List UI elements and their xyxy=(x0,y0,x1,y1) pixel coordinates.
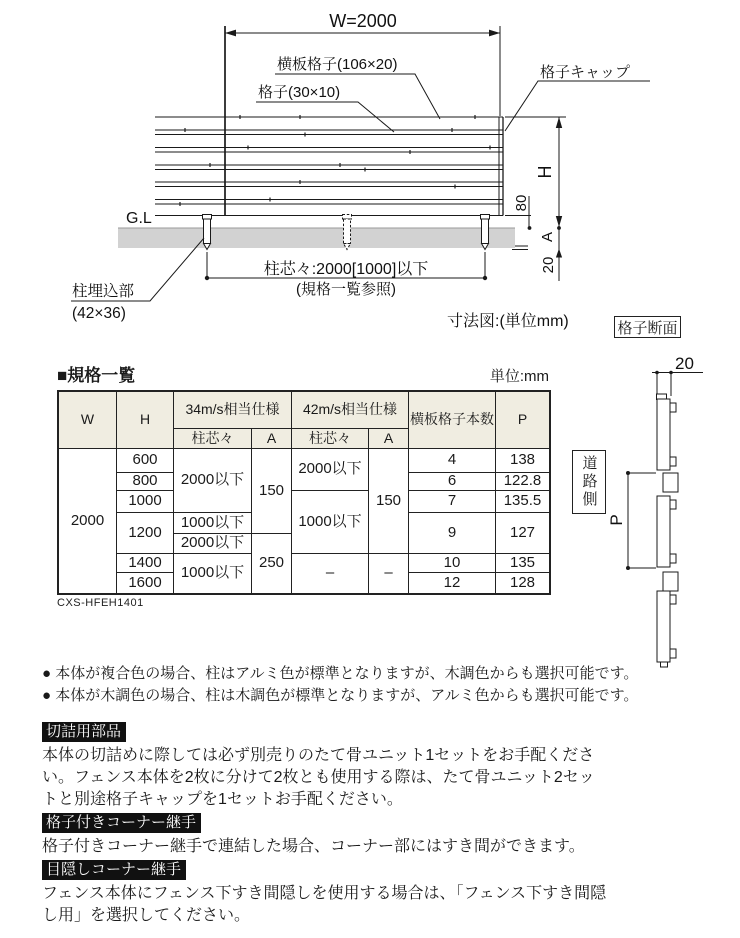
notes-area xyxy=(42,663,734,927)
cell-pitch34-1: 1000以下 xyxy=(174,513,252,534)
road-side-box xyxy=(572,450,606,514)
cell-count-10: 10 xyxy=(409,554,496,573)
spec-table-area xyxy=(57,364,549,595)
note-line: し用」を選択してください。 xyxy=(42,907,251,924)
w-dimension xyxy=(225,11,500,216)
cell-pitch34-3: 1000以下 xyxy=(174,554,252,593)
h-dimension-label: H xyxy=(535,165,555,179)
col-header-pitch-42: 柱芯々 xyxy=(292,429,369,449)
cell-h-1000: 1000 xyxy=(117,491,174,513)
note-section-corner-joint xyxy=(42,813,734,858)
post-embed-label-1: 柱埋込部 xyxy=(72,283,135,300)
cell-p-135: 135 xyxy=(496,554,549,573)
spec-table-title: ■規格一覧 xyxy=(57,366,136,385)
board-callout-label: 横板格子(106×20) xyxy=(277,56,398,73)
callout-slat xyxy=(256,83,394,132)
post xyxy=(203,215,212,250)
thickness-dimension-label: 20 xyxy=(675,354,694,373)
slat-callout-label: 格子(30×10) xyxy=(258,84,341,101)
gap-dimension-label: 80 xyxy=(513,194,530,212)
col-header-p: P xyxy=(496,392,549,449)
board-lines xyxy=(155,130,503,204)
cell-count-7: 7 xyxy=(409,491,496,513)
callout-cap xyxy=(505,63,650,131)
cell-count-12: 12 xyxy=(409,573,496,593)
cell-a34-150: 150 xyxy=(252,449,292,534)
cell-p-122-8: 122.8 xyxy=(496,473,549,491)
cell-p-138: 138 xyxy=(496,449,549,473)
col-header-pitch-34: 柱芯々 xyxy=(174,429,252,449)
a-dimension-label: A xyxy=(539,231,556,243)
post-embed-label-2: (42×36) xyxy=(72,305,126,322)
section-label-corner-joint: 格子付きコーナー継手 xyxy=(42,813,201,833)
cell-a34-250: 250 xyxy=(252,534,292,593)
cell-pitch42-1: 1000以下 xyxy=(292,491,369,554)
post-pitch-note: (規格一覧参照) xyxy=(296,281,396,298)
drawing-caption: 寸法図:(単位mm) xyxy=(447,313,569,330)
note-section-privacy-corner-joint xyxy=(42,860,734,927)
cell-w-value: 2000 xyxy=(59,449,117,593)
arrow-left-icon xyxy=(225,30,236,37)
board-profile xyxy=(657,394,679,667)
cross-section-view xyxy=(607,354,703,667)
section-label-privacy-corner-joint: 目隠しコーナー継手 xyxy=(42,860,186,880)
board-joint-ticks xyxy=(180,115,490,206)
note-line: 本体の切詰めに際しては必ず別売りのたて骨ユニット1セットをお手配くださ xyxy=(42,747,595,764)
note-line: トと別途格子キャップを1セットお手配ください。 xyxy=(42,791,403,808)
cell-pitch34-2: 2000以下 xyxy=(174,534,252,554)
p-dimension-label: P xyxy=(607,514,626,526)
cross-section-title: 格子断面 xyxy=(617,319,678,337)
p-dimension xyxy=(607,471,656,570)
spec-table xyxy=(57,390,551,595)
cell-h-800: 800 xyxy=(117,473,174,491)
cell-pitch34-0: 2000以下 xyxy=(174,449,252,513)
height-dimensions xyxy=(505,117,566,281)
spec-table-unit: 単位:mm xyxy=(489,368,549,385)
arrow-down-icon xyxy=(556,216,562,227)
post-pitch-dimension xyxy=(205,252,487,298)
cell-p-135-5: 135.5 xyxy=(496,491,549,513)
post-embed-callout xyxy=(71,238,204,322)
arrow-up-icon xyxy=(556,249,562,258)
cross-section-title-box xyxy=(614,316,681,338)
col-header-board-count: 横板格子本数 xyxy=(409,392,496,449)
note-line: 格子付きコーナー継手で連結した場合、コーナー部にはすき間ができます。 xyxy=(42,838,585,855)
col-header-a-34: A xyxy=(252,429,292,449)
ground-strip xyxy=(118,228,515,248)
cell-h-600: 600 xyxy=(117,449,174,473)
model-code: CXS-HFEH1401 xyxy=(57,597,144,609)
cell-h-1400: 1400 xyxy=(117,554,174,573)
note-section-cut-parts xyxy=(42,722,734,811)
cell-pitch42-0: 2000以下 xyxy=(292,449,369,491)
post-pitch-label: 柱芯々:2000[1000]以下 xyxy=(263,261,429,278)
col-header-42ms: 42m/s相当仕様 xyxy=(292,392,409,429)
w-dimension-label: W=2000 xyxy=(329,11,397,31)
cell-pitch42-2: – xyxy=(292,554,369,593)
cell-p-127: 127 xyxy=(496,513,549,554)
col-header-h: H xyxy=(117,392,174,449)
note-bullet: ● 本体が複合色の場合、柱はアルミ色が標準となりますが、木調色からも選択可能です。 xyxy=(42,665,639,682)
col-header-34ms: 34m/s相当仕様 xyxy=(174,392,292,429)
cell-a42-dash: – xyxy=(369,554,409,593)
thickness-dimension xyxy=(652,354,703,396)
cell-count-9: 9 xyxy=(409,513,496,554)
col-header-a-42: A xyxy=(369,429,409,449)
cell-a42-150: 150 xyxy=(369,449,409,554)
fence-panel xyxy=(155,115,503,216)
spec-table-header-row xyxy=(57,364,549,386)
road-side-label: 道路側 xyxy=(580,455,598,509)
cell-p-128: 128 xyxy=(496,573,549,593)
arrow-up-icon xyxy=(556,117,562,128)
arrow-right-icon xyxy=(489,30,500,37)
elevation-view xyxy=(71,11,650,330)
post xyxy=(481,215,490,250)
ground-level-label: G.L xyxy=(126,210,152,227)
note-line: い。フェンス本体を2枚に分けて2枚とも使用する際は、たて骨ユニット2セッ xyxy=(42,769,595,786)
note-line: フェンス本体にフェンス下すき間隠しを使用する場合は、「フェンス下すき間隠 xyxy=(42,885,607,902)
col-header-w: W xyxy=(59,392,117,449)
section-label-cut-parts: 切詰用部品 xyxy=(42,722,126,742)
cap-callout-label: 格子キャップ xyxy=(540,64,631,81)
cell-count-6: 6 xyxy=(409,473,496,491)
cell-count-4: 4 xyxy=(409,449,496,473)
cell-h-1600: 1600 xyxy=(117,573,174,593)
note-bullet: ● 本体が木調色の場合、柱は木調色が標準となりますが、アルミ色からも選択可能です。 xyxy=(42,686,639,704)
cell-h-1200: 1200 xyxy=(117,513,174,554)
base-dimension-label: 20 xyxy=(540,256,557,274)
